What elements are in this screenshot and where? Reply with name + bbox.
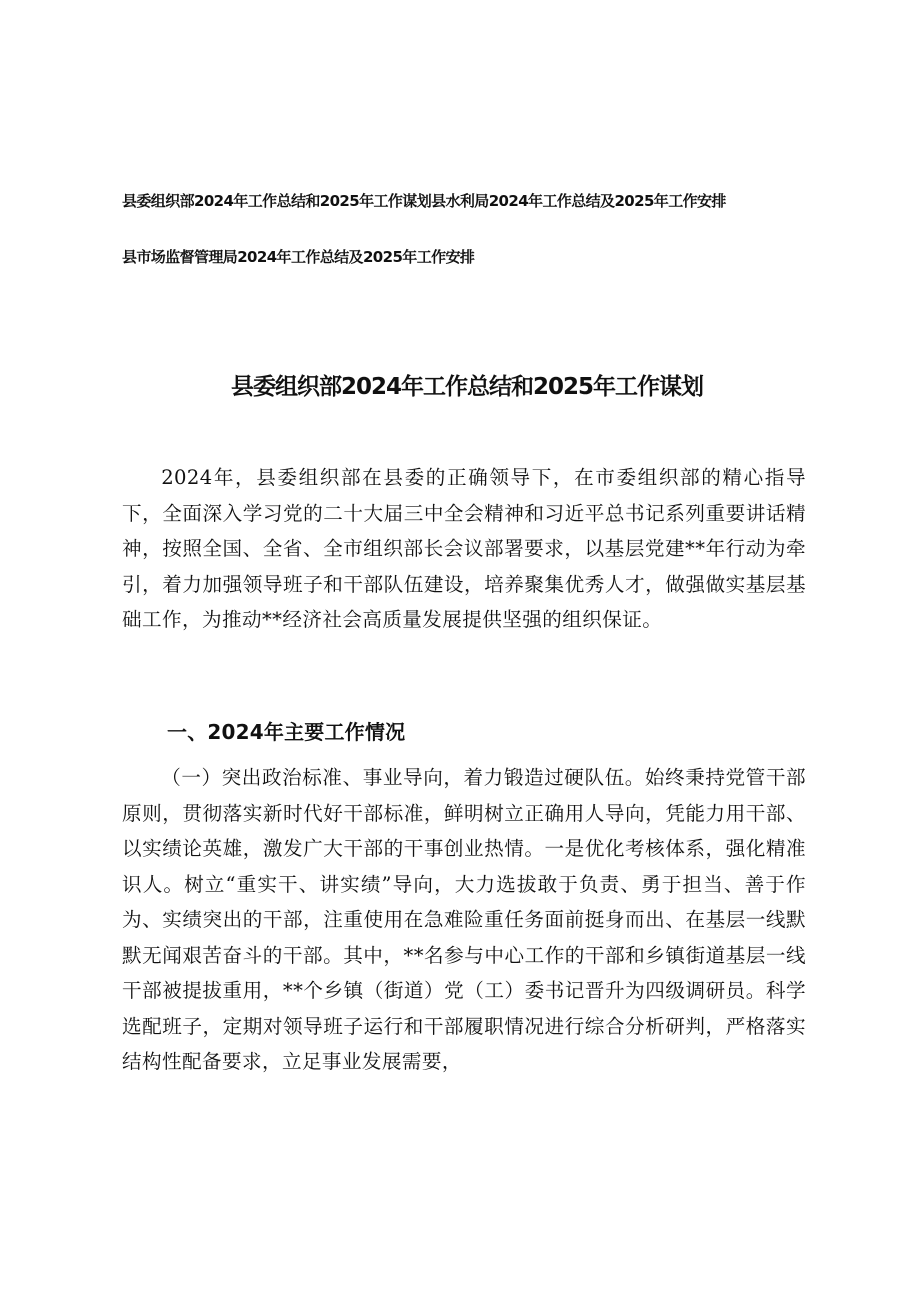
toc-line-1: 县委组织部2024年工作总结和2025年工作谋划县水利局2024年工作总结及2025年工作安排 [122,192,726,210]
section-heading: 一、2024年主要工作情况 [167,720,406,744]
intro-paragraph: 2024年，县委组织部在县委的正确领导下，在市委组织部的精心指导下，全面深入学习党的二十大届三中全会精神和习近平总书记系列重要讲话精神，按照全国、全省、全市组织部长会议部署要求，以基层党建**年行动为牵引，着力加强领导班子和干部队伍建设，培养聚集优秀人才，做强做实基层基础工作，为推动**经济社会高质量发展提供坚强的组织保证。 [122,466,806,631]
toc-line-2: 县市场监督管理局2024年工作总结及2025年工作安排 [122,248,475,266]
document-title: 县委组织部2024年工作总结和2025年工作谋划 [230,374,704,400]
section-paragraph: （一）突出政治标准、事业导向，着力锻造过硬队伍。始终秉持党管干部原则，贯彻落实新时代好干部标准，鲜明树立正确用人导向，凭能力用干部、以实绩论英雄，激发广大干部的干事创业热情。一是优化考核体系，强化精准识人。树立“重实干、讲实绩”导向，大力选拔敢于负责、勇于担当、善于作为、实绩突出的干部，注重使用在急难险重任务面前挺身而出、在基层一线默默无闻艰苦奋斗的干部。其中，**名参与中心工作的干部和乡镇街道基层一线干部被提拔重用，**个乡镇（街道）党（工）委书记晋升为四级调研员。科学选配班子，定期对领导班子运行和干部履职情况进行综合分析研判，严格落实结构性配备要求，立足事业发展需要， [122,766,806,1073]
